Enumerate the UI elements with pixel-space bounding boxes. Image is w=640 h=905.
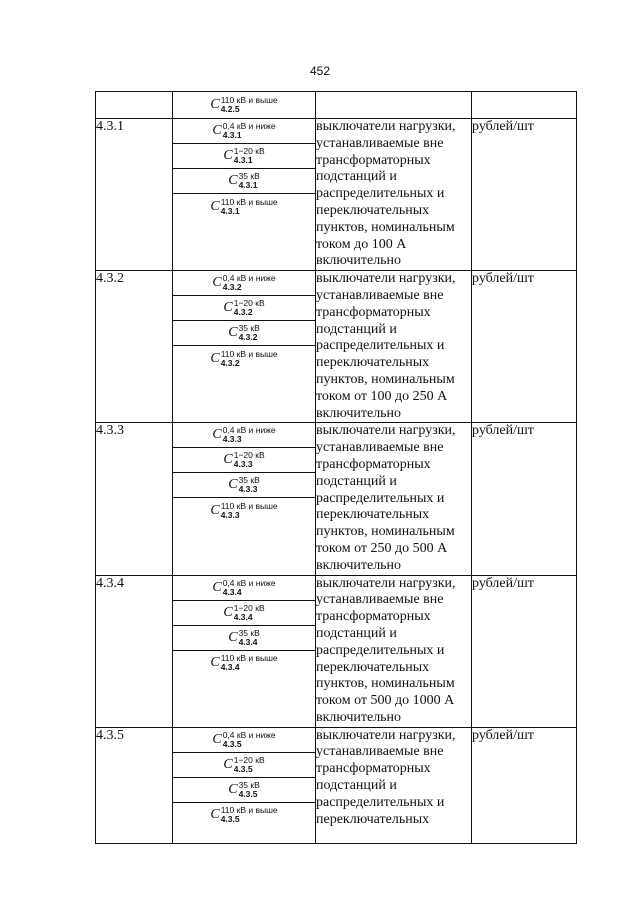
description-line: подстанций и xyxy=(316,321,397,337)
symbol-cell xyxy=(173,423,316,575)
page-number: 452 xyxy=(309,64,331,78)
symbol-line xyxy=(173,169,315,194)
symbol-subscript: 4.3.1 xyxy=(222,130,242,140)
description-line: переключательных xyxy=(316,355,430,371)
symbol-line xyxy=(173,576,315,601)
symbol-subscript: 4.3.3 xyxy=(233,459,253,470)
symbol-superscript: 1−20 кВ xyxy=(233,602,265,613)
description-line: переключательных xyxy=(316,507,430,523)
description-line: включительно xyxy=(316,405,402,421)
symbol-subscript: 4.3.4 xyxy=(222,586,242,597)
description-line: подстанций и xyxy=(316,473,397,489)
symbol-superscript: 110 кВ и выше xyxy=(220,500,278,511)
description-line: распределительных и xyxy=(316,794,445,810)
tariff-symbol: C 1−20 кВ 4.3.4 xyxy=(223,602,265,622)
tariff-symbol: C 1−20 кВ 4.3.1 xyxy=(223,146,265,165)
symbol-superscript: 110 кВ и выше xyxy=(220,196,278,207)
symbol-superscript: 0,4 кВ и ниже xyxy=(222,273,276,284)
tariff-symbol: C 35 кВ 4.3.3 xyxy=(228,475,260,495)
table-row xyxy=(96,727,577,843)
symbol-subscript: 4.3.4 xyxy=(233,611,253,622)
row-number: 4.3.4 xyxy=(96,575,173,727)
description-line: включительно xyxy=(316,709,402,725)
tariff-symbol: C 110 кВ и выше 4.2.5 xyxy=(210,94,278,114)
table-body xyxy=(96,92,577,844)
symbol-superscript: 110 кВ и выше xyxy=(220,94,278,105)
symbol-line xyxy=(173,321,315,346)
symbol-subscript: 4.3.4 xyxy=(220,662,240,673)
description-line: током от 250 до 500 А xyxy=(316,540,448,556)
symbol-cell xyxy=(173,119,316,271)
symbol-line xyxy=(173,778,315,803)
table-row-continued xyxy=(96,92,577,119)
symbol-subscript: 4.3.3 xyxy=(222,434,242,445)
row-number: 4.3.2 xyxy=(96,271,173,423)
symbol-line xyxy=(173,498,315,523)
description-line: выключатели нагрузки, xyxy=(316,423,456,439)
tariff-symbol: C 35 кВ 4.3.2 xyxy=(228,323,260,343)
symbol-line xyxy=(173,423,315,448)
symbol-superscript: 35 кВ xyxy=(238,323,260,334)
description-cell xyxy=(316,727,472,843)
description-line: пунктов, номинальным xyxy=(316,219,455,235)
description-line: подстанций и xyxy=(316,778,397,794)
table-row xyxy=(96,575,577,727)
symbol-superscript: 110 кВ и выше xyxy=(220,653,278,664)
symbol-cell xyxy=(173,727,316,843)
symbol-subscript: 4.3.5 xyxy=(222,738,242,749)
symbol-line xyxy=(173,601,315,626)
symbol-superscript: 0,4 кВ и ниже xyxy=(222,577,276,588)
tariff-symbol: C 35 кВ 4.3.4 xyxy=(228,627,260,647)
description-line: выключатели нагрузки, xyxy=(316,119,456,134)
description-line: устанавливаемые вне xyxy=(316,135,444,151)
tariff-symbol: C 35 кВ 4.3.5 xyxy=(228,779,260,799)
row-number: 4.3.5 xyxy=(96,727,173,843)
symbol-subscript: 4.3.5 xyxy=(233,763,253,774)
symbol-line xyxy=(173,728,315,753)
unit-cell: рублей/шт xyxy=(472,575,577,727)
description-line: током до 100 А xyxy=(316,236,407,252)
description-line: трансформаторных xyxy=(316,456,431,472)
description-line: распределительных и xyxy=(316,186,445,202)
description-line: пунктов, номинальным xyxy=(316,676,455,692)
description-cell xyxy=(316,119,472,271)
symbol-superscript: 0,4 кВ и ниже xyxy=(222,425,276,436)
symbol-line xyxy=(173,626,315,651)
symbol-subscript: 4.3.4 xyxy=(238,636,258,647)
tariff-symbol: C 0,4 кВ и ниже 4.3.2 xyxy=(212,273,276,293)
symbol-superscript: 35 кВ xyxy=(238,171,260,181)
description-line: трансформаторных xyxy=(316,609,431,625)
description-line: трансформаторных xyxy=(316,152,431,168)
tariff-symbol: C 110 кВ и выше 4.3.3 xyxy=(210,500,278,520)
description-line: переключательных xyxy=(316,659,430,675)
symbol-cell xyxy=(173,92,316,119)
description-line: выключатели нагрузки, xyxy=(316,271,456,287)
tariff-symbol: C 110 кВ и выше 4.3.2 xyxy=(210,348,278,368)
tariff-symbol: C 1−20 кВ 4.3.5 xyxy=(223,754,265,774)
description-line: трансформаторных xyxy=(316,304,431,320)
table-row xyxy=(96,271,577,423)
symbol-subscript: 4.3.5 xyxy=(220,814,240,825)
symbol-line xyxy=(173,271,315,296)
symbol-cell xyxy=(173,575,316,727)
description-line: подстанций и xyxy=(316,169,397,185)
unit-cell: рублей/шт xyxy=(472,119,577,271)
tariff-symbol: C 110 кВ и выше 4.3.1 xyxy=(210,196,278,216)
symbol-subscript: 4.3.5 xyxy=(238,788,258,799)
tariff-symbol: C 1−20 кВ 4.3.2 xyxy=(223,298,265,318)
num-cell xyxy=(96,92,173,119)
description-line: переключательных xyxy=(316,202,430,218)
symbol-line xyxy=(173,119,315,144)
tariff-symbol: C 0,4 кВ и ниже 4.3.1 xyxy=(212,121,276,140)
tariff-symbol: C 0,4 кВ и ниже 4.3.4 xyxy=(212,577,276,597)
symbol-superscript: 35 кВ xyxy=(238,475,260,486)
symbol-line xyxy=(173,803,315,828)
symbol-superscript: 35 кВ xyxy=(238,627,260,638)
symbol-superscript: 35 кВ xyxy=(238,779,260,790)
tariff-symbol: C 35 кВ 4.3.1 xyxy=(228,171,260,190)
tariff-symbol: C 1−20 кВ 4.3.3 xyxy=(223,450,265,470)
symbol-subscript: 4.2.5 xyxy=(220,103,240,114)
symbol-subscript: 4.3.3 xyxy=(220,509,240,520)
description-line: распределительных и xyxy=(316,642,445,658)
symbol-line xyxy=(173,194,315,219)
symbol-subscript: 4.3.2 xyxy=(222,282,242,293)
symbol-superscript: 110 кВ и выше xyxy=(220,348,278,359)
symbol-subscript: 4.3.2 xyxy=(233,307,253,318)
description-line: пунктов, номинальным xyxy=(316,524,455,540)
description-line: устанавливаемые вне xyxy=(316,440,444,456)
table-row xyxy=(96,119,577,271)
tariff-table xyxy=(95,91,577,844)
description-cell xyxy=(316,423,472,575)
description-line: устанавливаемые вне xyxy=(316,744,444,760)
description-line: переключательных xyxy=(316,811,430,827)
symbol-subscript: 4.3.2 xyxy=(238,332,258,343)
tariff-symbol: C 110 кВ и выше 4.3.5 xyxy=(210,805,278,825)
symbol-subscript: 4.3.3 xyxy=(238,484,258,495)
unit-cell xyxy=(472,92,577,119)
description-line: устанавливаемые вне xyxy=(316,592,444,608)
unit-cell: рублей/шт xyxy=(472,423,577,575)
symbol-line xyxy=(173,296,315,321)
table-row xyxy=(96,423,577,575)
symbol-line xyxy=(173,448,315,473)
tariff-symbol: C 0,4 кВ и ниже 4.3.5 xyxy=(212,729,276,749)
row-number: 4.3.3 xyxy=(96,423,173,575)
description-line: распределительных и xyxy=(316,338,445,354)
description-line: выключатели нагрузки, xyxy=(316,575,456,591)
desc-cell xyxy=(316,92,472,119)
symbol-superscript: 1−20 кВ xyxy=(233,754,265,765)
symbol-superscript: 110 кВ и выше xyxy=(220,805,278,816)
symbol-line xyxy=(173,651,315,676)
symbol-superscript: 1−20 кВ xyxy=(233,298,265,309)
description-cell xyxy=(316,575,472,727)
symbol-superscript: 1−20 кВ xyxy=(233,450,265,461)
symbol-superscript: 0,4 кВ и ниже xyxy=(222,729,276,740)
description-line: включительно xyxy=(316,557,402,573)
symbol-line xyxy=(173,92,315,117)
description-line: включительно xyxy=(316,253,402,269)
symbol-subscript: 4.3.2 xyxy=(220,357,240,368)
description-line: током от 100 до 250 А xyxy=(316,388,448,404)
tariff-symbol: C 0,4 кВ и ниже 4.3.3 xyxy=(212,425,276,445)
symbol-superscript: 0,4 кВ и ниже xyxy=(222,121,276,131)
description-cell xyxy=(316,271,472,423)
description-line: подстанций и xyxy=(316,625,397,641)
symbol-superscript: 1−20 кВ xyxy=(233,146,265,156)
row-number: 4.3.1 xyxy=(96,119,173,271)
symbol-subscript: 4.3.1 xyxy=(233,155,253,165)
symbol-line xyxy=(173,473,315,498)
symbol-line xyxy=(173,346,315,371)
description-line: током от 500 до 1000 А xyxy=(316,693,455,709)
symbol-subscript: 4.3.1 xyxy=(238,180,258,190)
unit-cell: рублей/шт xyxy=(472,727,577,843)
symbol-subscript: 4.3.1 xyxy=(220,205,240,216)
description-line: выключатели нагрузки, xyxy=(316,727,456,743)
description-line: устанавливаемые вне xyxy=(316,287,444,303)
unit-cell: рублей/шт xyxy=(472,271,577,423)
symbol-line xyxy=(173,144,315,169)
description-line: распределительных и xyxy=(316,490,445,506)
description-line: трансформаторных xyxy=(316,761,431,777)
symbol-line xyxy=(173,753,315,778)
description-line: пунктов, номинальным xyxy=(316,371,455,387)
symbol-cell xyxy=(173,271,316,423)
tariff-symbol: C 110 кВ и выше 4.3.4 xyxy=(210,653,278,673)
